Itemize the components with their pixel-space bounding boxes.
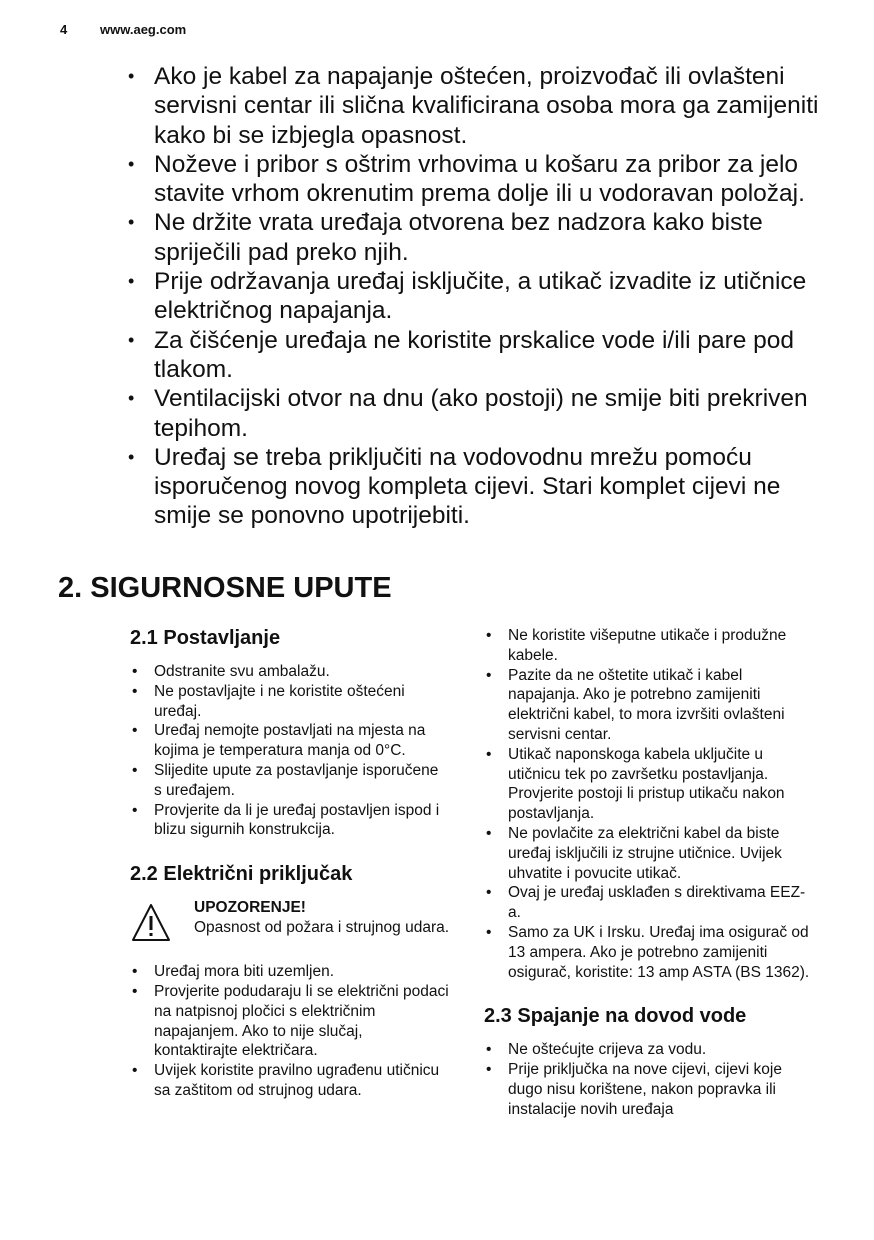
- list-item: • Noževe i pribor s oštrim vrhovima u košaru za pribor za jelo stavite vrhom okrenutim prema dolje ili u vodoravan položaj.: [128, 150, 828, 209]
- warning-content: [194, 898, 449, 944]
- list-item: • Uvijek koristite pravilno ugrađenu utičnicu sa zaštitom od strujnog udara.: [130, 1061, 450, 1101]
- section-title: 2. SIGURNOSNE UPUTE: [58, 572, 392, 604]
- list-item: • Prije održavanja uređaj isključite, a utikač izvadite iz utičnice električnog napajanja.: [128, 267, 828, 326]
- intro-list: [128, 62, 828, 531]
- warning-title: UPOZORENJE!: [194, 899, 306, 917]
- list-item: • Ne oštećujte crijeva za vodu.: [484, 1040, 814, 1060]
- page-number: 4: [60, 22, 68, 37]
- list-item: • Samo za UK i Irsku. Uređaj ima osigurač od 13 ampera. Ako je potrebno zamijeniti osigurač, koristite: 13 amp ASTA (BS 1362).: [484, 923, 814, 982]
- list-item: • Ne koristite višeputne utikače i produžne kabele.: [484, 626, 814, 666]
- list-item: • Uređaj mora biti uzemljen.: [130, 962, 450, 982]
- list-item: • Ako je kabel za napajanje oštećen, proizvođač ili ovlašteni servisni centar ili slična kvalificirana osoba mora ga zamijeniti kako bi se izbjegla opasnost.: [128, 62, 828, 150]
- list-item: • Utikač naponskoga kabela uključite u utičnicu tek po završetku postavljanja. Provjerite postoji li pristup utikaču nakon postavljanja.: [484, 745, 814, 824]
- site-url: www.aeg.com: [100, 22, 187, 37]
- left-column: [130, 626, 450, 1101]
- subsection-title-2-1: 2.1 Postavljanje: [130, 627, 281, 649]
- list-item: • Ne postavljajte i ne koristite oštećeni uređaj.: [130, 682, 450, 722]
- subsection-title-2-3: 2.3 Spajanje na dovod vode: [484, 1005, 747, 1028]
- warning-triangle-icon: [130, 902, 172, 944]
- list-item: • Ne držite vrata uređaja otvorena bez nadzora kako biste spriječili pad preko njih.: [128, 208, 828, 267]
- list-item: • Za čišćenje uređaja ne koristite prskalice vode i/ili pare pod tlakom.: [128, 326, 828, 385]
- page-header: [60, 22, 186, 37]
- electrical-list: [130, 962, 450, 1101]
- list-item: • Provjerite podudaraju li se električni podaci na natpisnoj pločici s električnim napajanjem. Ako to nije slučaj, kontaktirajte električara.: [130, 982, 450, 1061]
- electrical-list-continued: [484, 626, 814, 982]
- warning-box: [130, 898, 450, 944]
- list-item: • Ventilacijski otvor na dnu (ako postoji) ne smije biti prekriven tepihom.: [128, 384, 828, 443]
- list-item: • Prije priključka na nove cijevi, cijevi koje dugo nisu korištene, nakon popravka ili instalacije novih uređaja: [484, 1060, 814, 1119]
- list-item: • Odstranite svu ambalažu.: [130, 662, 450, 682]
- right-column: [484, 626, 814, 1120]
- list-item: • Provjerite da li je uređaj postavljen ispod i blizu sigurnih konstrukcija.: [130, 801, 450, 841]
- list-item: • Pazite da ne oštetite utikač i kabel napajanja. Ako je potrebno zamijeniti električni kabel, to mora izvršiti ovlašteni servisni centar.: [484, 666, 814, 745]
- water-connection-list: [484, 1040, 814, 1119]
- list-item: • Uređaj nemojte postavljati na mjesta na kojima je temperatura manja od 0°C.: [130, 721, 450, 761]
- list-item: • Uređaj se treba priključiti na vodovodnu mrežu pomoću isporučenog novog kompleta cijevi. Stari komplet cijevi ne smije se ponovno upotrijebiti.: [128, 443, 828, 531]
- list-item: • Slijedite upute za postavljanje isporučene s uređajem.: [130, 761, 450, 801]
- subsection-title-2-2: 2.2 Električni priključak: [130, 863, 353, 886]
- installation-list: [130, 662, 450, 840]
- warning-text: Opasnost od požara i strujnog udara.: [194, 918, 450, 936]
- list-item: • Ne povlačite za električni kabel da biste uređaj isključili iz strujne utičnice. Uvijek uhvatite i povucite utikač.: [484, 824, 814, 883]
- list-item: • Ovaj je uređaj usklađen s direktivama EEZ-a.: [484, 883, 814, 923]
